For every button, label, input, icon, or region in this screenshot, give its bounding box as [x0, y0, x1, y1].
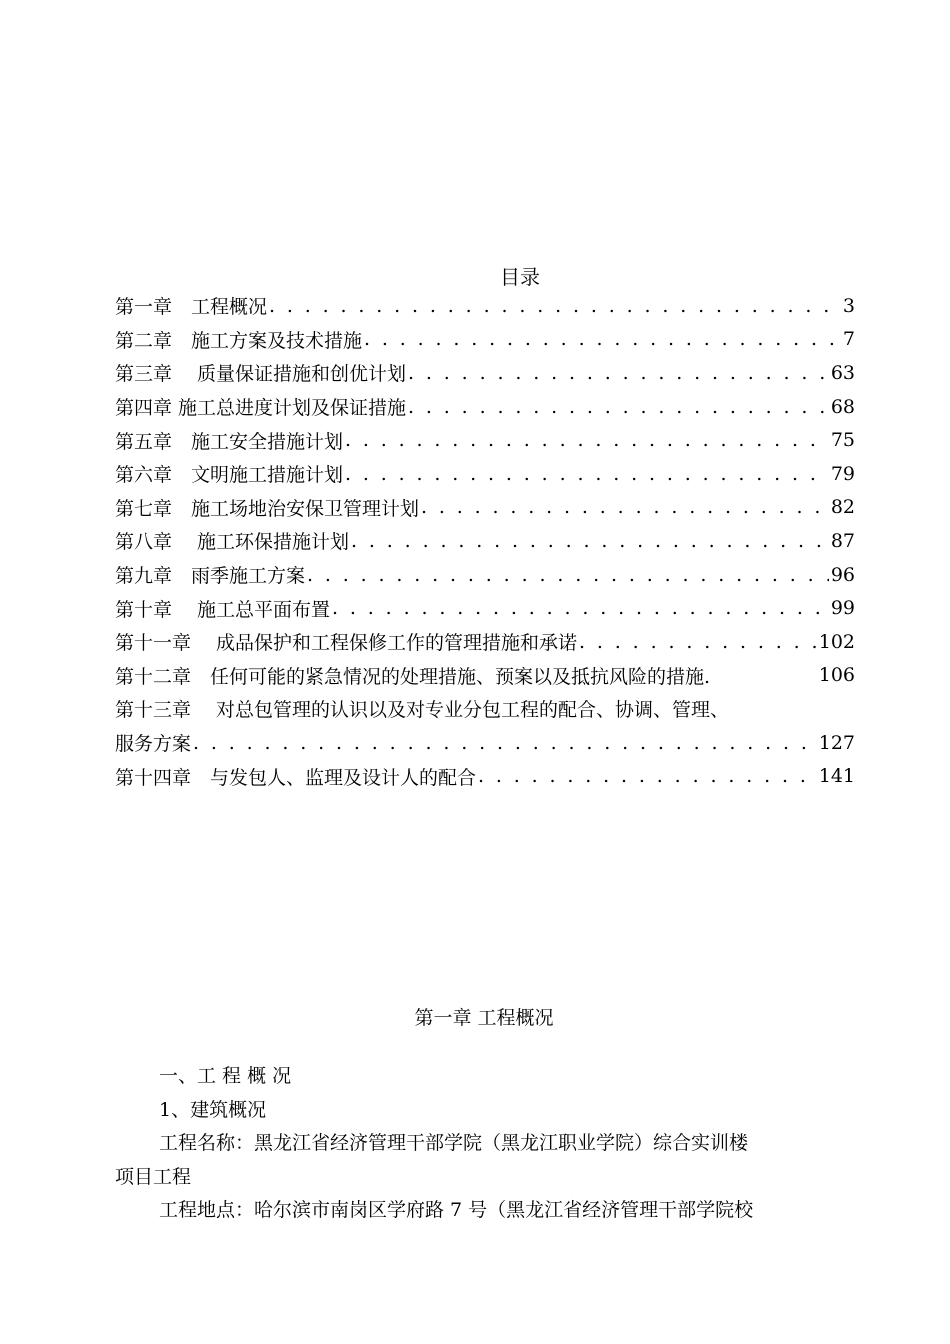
toc-leader-dots	[408, 396, 829, 418]
toc-entry-label: 第六章 文明施工措施计划	[115, 464, 344, 487]
toc-entry-page: 3	[842, 294, 855, 317]
toc-entry-label: 第八章 施工环保措施计划	[115, 531, 350, 554]
section-title: 一、工 程 概 况	[159, 1065, 292, 1087]
toc-entry[interactable]	[115, 692, 855, 726]
toc-entry[interactable]	[115, 524, 855, 558]
toc-title: 目录	[500, 265, 540, 289]
toc-entry-page: 63	[830, 361, 855, 384]
toc-leader-dots	[332, 597, 829, 619]
toc-leader-dots	[345, 429, 829, 451]
toc-entry[interactable]	[115, 390, 855, 424]
toc-entry[interactable]	[115, 726, 855, 760]
toc-entry[interactable]	[115, 457, 855, 491]
toc-entry-page: 82	[830, 496, 855, 519]
toc-entry-page: 7	[842, 328, 855, 351]
toc-entry-label: 第五章 施工安全措施计划	[115, 430, 344, 453]
toc-entry-page: 75	[830, 429, 855, 452]
toc-leader-dots	[421, 496, 829, 518]
toc-entry[interactable]	[115, 289, 855, 323]
project-name-continuation: 项目工程	[115, 1165, 192, 1188]
toc-entry-page: 96	[830, 563, 855, 586]
toc-entry[interactable]	[115, 356, 855, 390]
toc-entry-page: 79	[830, 462, 855, 485]
table-of-contents	[115, 289, 855, 793]
toc-entry[interactable]	[115, 659, 855, 693]
toc-entry-page: 99	[830, 597, 855, 620]
toc-entry[interactable]	[115, 759, 855, 793]
toc-entry-label: 服务方案	[115, 733, 192, 756]
toc-entry[interactable]	[115, 558, 855, 592]
toc-entry-label: 第四章 施工总进度计划及保证措施	[115, 397, 407, 420]
toc-leader-dots	[408, 362, 829, 384]
toc-leader-dots	[351, 530, 829, 552]
toc-entry-page: 127	[818, 731, 855, 754]
toc-entry-label: 第十三章 对总包管理的认识以及对专业分包工程的配合、协调、管理、	[115, 699, 730, 722]
chapter-heading: 第一章 工程概况	[414, 1007, 554, 1029]
project-name-line: 工程名称：黑龙江省经济管理干部学院（黑龙江职业学院）综合实训楼	[159, 1132, 749, 1155]
chapter-body	[115, 1060, 855, 1228]
toc-entry[interactable]	[115, 591, 855, 625]
toc-entry-page: 102	[818, 630, 855, 653]
toc-entry-page: 141	[818, 765, 855, 788]
toc-leader-dots	[579, 631, 817, 653]
toc-leader-dots	[269, 295, 841, 317]
toc-leader-dots	[364, 328, 841, 350]
toc-entry-label: 第十二章 任何可能的紧急情况的处理措施、预案以及抵抗风险的措施.	[115, 665, 711, 688]
toc-leader-dots	[193, 732, 817, 754]
toc-entry-label: 第七章 施工场地治安保卫管理计划	[115, 497, 420, 520]
toc-entry[interactable]	[115, 323, 855, 357]
toc-entry-label: 第二章 施工方案及技术措施	[115, 329, 363, 352]
toc-entry-page: 68	[830, 395, 855, 418]
toc-entry-label: 第九章 雨季施工方案	[115, 565, 306, 588]
toc-entry-label: 第十一章 成品保护和工程保修工作的管理措施和承诺	[115, 632, 578, 655]
toc-entry-page: 87	[830, 529, 855, 552]
toc-entry-label: 第三章 质量保证措施和创优计划	[115, 363, 407, 386]
toc-leader-dots	[307, 564, 829, 586]
toc-entry-label: 第十章 施工总平面布置	[115, 598, 331, 621]
toc-entry[interactable]	[115, 423, 855, 457]
project-location-line: 工程地点：哈尔滨市南岗区学府路 7 号（黑龙江省经济管理干部学院校	[159, 1199, 754, 1222]
toc-entry-label: 第一章 工程概况	[115, 296, 268, 319]
subsection-title: 1、建筑概况	[159, 1098, 267, 1121]
toc-leader-dots	[345, 463, 829, 485]
toc-entry[interactable]	[115, 625, 855, 659]
toc-entry-label: 第十四章 与发包人、监理及设计人的配合	[115, 766, 477, 789]
toc-leader-dots	[478, 765, 817, 787]
toc-entry[interactable]	[115, 491, 855, 525]
toc-entry-page: 106	[818, 664, 855, 687]
